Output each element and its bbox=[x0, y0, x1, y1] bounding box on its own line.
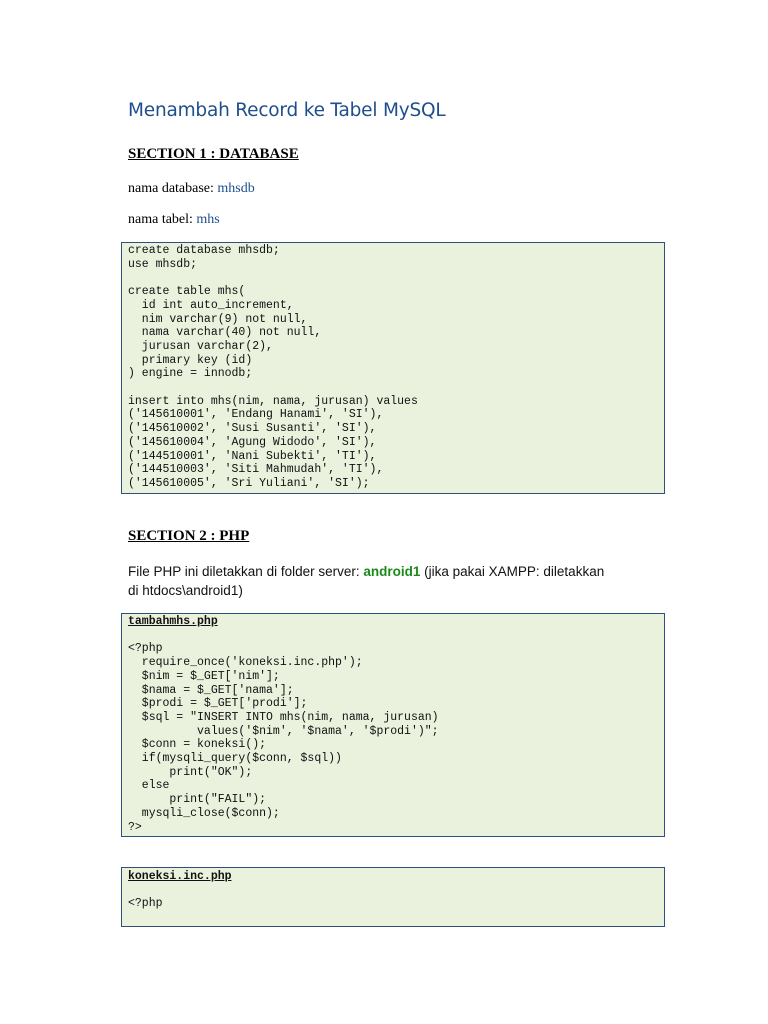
table-name-value: mhs bbox=[196, 212, 220, 227]
folder-name: android1 bbox=[363, 564, 421, 579]
table-name-line bbox=[128, 212, 220, 228]
database-name-label: nama database: bbox=[128, 181, 218, 196]
folder-description-prefix: File PHP ini diletakkan di folder server: bbox=[128, 564, 364, 579]
koneksi-filename: koneksi.inc.php bbox=[128, 870, 232, 883]
sql-code-block bbox=[121, 242, 665, 494]
koneksi-code-block bbox=[121, 867, 665, 927]
page-title: Menambah Record ke Tabel MySQL bbox=[128, 100, 446, 121]
php-folder-description bbox=[128, 562, 608, 600]
folder-description-suffix: (jika pakai XAMPP: diletakkan di htdocs\android1) bbox=[128, 564, 605, 598]
tambahmhs-code-text: <?php require_once('koneksi.inc.php'); $nim = $_GET['nim']; $nama = $_GET['nama']; $prodi = $_GET['prodi']; $sql = "INSERT INTO mhs(nim, nama, jurusan) values('$nim', '$nama', '$prodi')"; $conn = koneksi(); if(mysqli_query($conn, $sql)) print("OK"); else print("FAIL"); mysqli_close($conn); ?> bbox=[128, 642, 439, 834]
tambahmhs-filename: tambahmhs.php bbox=[128, 615, 218, 628]
section-2-heading: SECTION 2 : PHP bbox=[128, 528, 250, 544]
section-1-heading: SECTION 1 : DATABASE bbox=[128, 146, 299, 162]
sql-code-text: create database mhsdb; use mhsdb; create table mhs( id int auto_increment, nim varchar(9) not null, nama varchar(40) not null, jurusan varchar(2), primary key (id) ) engine = innodb; insert into mhs(nim, nama, jurusan) values ('145610001', 'Endang Hanami', 'SI'), ('145610002', 'Susi Susanti', 'SI'), ('145610004', 'Agung Widodo', 'SI'), ('144510001', 'Nani Subekti', 'TI'), ('144510003', 'Siti Mahmudah', 'TI'), ('145610005', 'Sri Yuliani', 'SI'); bbox=[128, 244, 418, 490]
database-name-line bbox=[128, 181, 255, 197]
table-name-label: nama tabel: bbox=[128, 212, 197, 227]
tambahmhs-code-block bbox=[121, 613, 665, 837]
koneksi-code-text: <?php bbox=[128, 897, 163, 911]
database-name-value: mhsdb bbox=[217, 181, 255, 196]
